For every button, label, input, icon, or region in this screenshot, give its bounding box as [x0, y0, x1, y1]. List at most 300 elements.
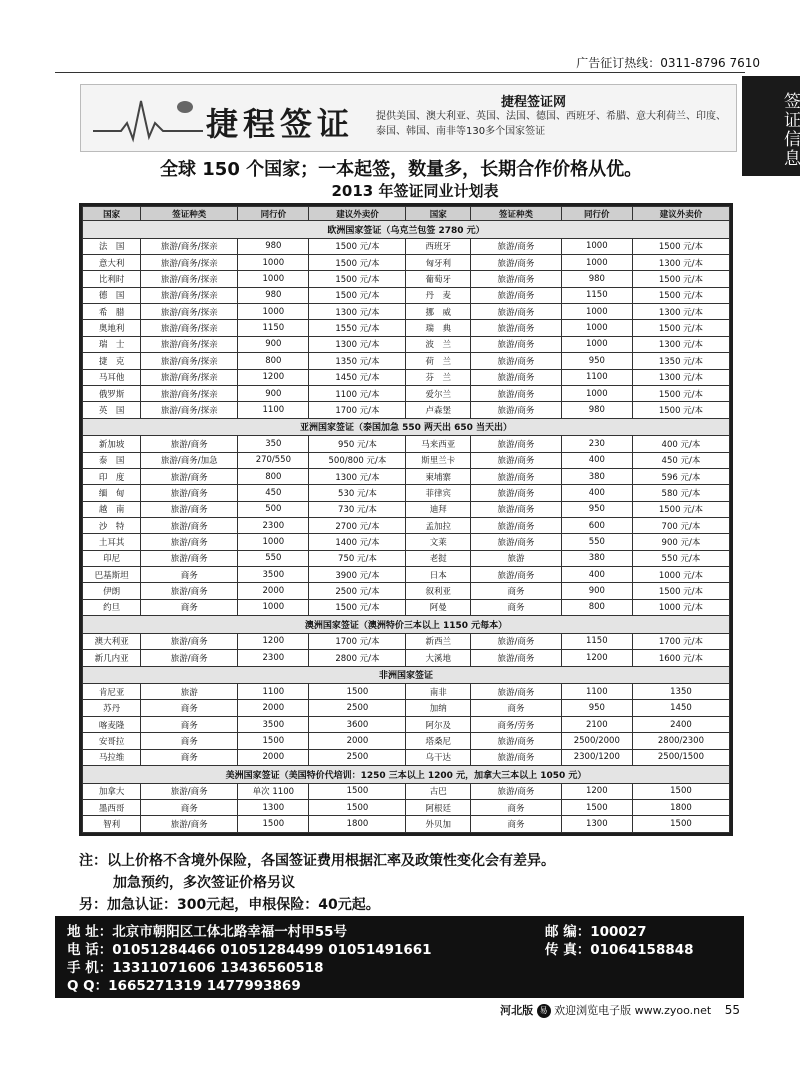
table-cell: 瑞 典 [406, 320, 471, 336]
table-cell: 葡萄牙 [406, 271, 471, 287]
table-cell: 950 [561, 700, 632, 716]
table-cell: 旅游/商务 [471, 369, 562, 385]
table-cell: 旅游/商务 [471, 336, 562, 352]
table-cell: 400 元/本 [632, 436, 729, 452]
table-cell: 1500 元/本 [632, 583, 729, 599]
contact-address: 地 址：北京市朝阳区工体北路幸福一村甲55号 [67, 924, 347, 940]
table-cell: 南非 [406, 684, 471, 700]
service-description: 提供美国、澳大利亚、英国、法国、德国、西班牙、希腊、意大利荷兰、印度、泰国、韩国、南非等130多个国家签证 [376, 111, 726, 137]
table-cell: 商务 [471, 700, 562, 716]
edition-label: 河北版 [500, 1004, 534, 1017]
table-row [83, 650, 730, 666]
table-cell: 800 [561, 599, 632, 615]
table-cell: 1000 元/本 [632, 567, 729, 583]
table-cell: 1500 [309, 783, 406, 799]
table-cell: 澳大利亚 [83, 633, 141, 649]
table-cell: 旅游/商务 [471, 485, 562, 501]
table-cell: 比利时 [83, 271, 141, 287]
table-cell: 1300 [238, 799, 309, 815]
table-cell: 900 [238, 336, 309, 352]
table-cell: 3500 [238, 567, 309, 583]
table-row [83, 254, 730, 270]
table-cell: 印尼 [83, 550, 141, 566]
table-cell: 1700 元/本 [309, 633, 406, 649]
table-cell: 马耳他 [83, 369, 141, 385]
table-cell: 商务 [141, 749, 238, 765]
table-cell: 旅游/商务 [471, 402, 562, 418]
table-cell: 阿根廷 [406, 799, 471, 815]
table-cell: 旅游/商务 [471, 633, 562, 649]
table-cell: 新加坡 [83, 436, 141, 452]
table-cell: 900 [238, 385, 309, 401]
table-cell: 大溪地 [406, 650, 471, 666]
table-row [83, 369, 730, 385]
table-cell: 伊朗 [83, 583, 141, 599]
table-cell: 596 元/本 [632, 468, 729, 484]
table-cell: 俄罗斯 [83, 385, 141, 401]
table-row [83, 684, 730, 700]
table-cell: 丹 麦 [406, 287, 471, 303]
table-cell: 2000 [238, 700, 309, 716]
table-row [83, 485, 730, 501]
column-header: 建议外卖价 [309, 207, 406, 221]
note-extra-fees: 另：加急认证：300元起，申根保险：40元起。 [79, 897, 380, 913]
section-header-row [83, 666, 730, 684]
table-cell: 400 [561, 485, 632, 501]
table-cell: 980 [561, 402, 632, 418]
table-cell: 2500/1500 [632, 749, 729, 765]
table-row [83, 633, 730, 649]
column-header: 国家 [83, 207, 141, 221]
table-cell: 旅游/商务 [471, 733, 562, 749]
table-cell: 1300 元/本 [309, 468, 406, 484]
table-cell: 旅游/商务 [471, 501, 562, 517]
table-row [83, 700, 730, 716]
table-cell: 老挝 [406, 550, 471, 566]
table-cell: 2000 [238, 583, 309, 599]
table-cell: 旅游/商务 [141, 816, 238, 833]
table-cell: 爱尔兰 [406, 385, 471, 401]
table-cell: 巴基斯坦 [83, 567, 141, 583]
table-cell: 旅游/商务 [471, 238, 562, 254]
table-cell: 加拿大 [83, 783, 141, 799]
table-row [83, 468, 730, 484]
table-cell: 旅游/商务/探亲 [141, 385, 238, 401]
table-cell: 荷 兰 [406, 353, 471, 369]
table-cell: 1300 元/本 [309, 304, 406, 320]
table-row [83, 716, 730, 732]
table-cell: 旅游/商务/探亲 [141, 369, 238, 385]
table-cell: 奥地利 [83, 320, 141, 336]
column-header: 同行价 [561, 207, 632, 221]
table-cell: 旅游/商务 [471, 385, 562, 401]
table-cell: 旅游/商务 [471, 320, 562, 336]
table-cell: 1000 [561, 320, 632, 336]
table-cell: 旅游/商务 [141, 485, 238, 501]
section-header-row [83, 418, 730, 436]
table-cell: 土耳其 [83, 534, 141, 550]
table-cell: 商务 [141, 733, 238, 749]
table-cell: 意大利 [83, 254, 141, 270]
table-cell: 旅游/商务 [141, 518, 238, 534]
contact-qq: Q Q：1665271319 1477993869 [67, 978, 301, 994]
table-cell: 1700 元/本 [632, 633, 729, 649]
table-cell: 900 元/本 [632, 534, 729, 550]
table-cell: 旅游/商务 [471, 468, 562, 484]
table-cell: 1350 元/本 [632, 353, 729, 369]
ad-hotline: 广告征订热线：0311-8796 7610 [576, 56, 760, 70]
table-cell: 旅游/商务/探亲 [141, 320, 238, 336]
page-number: 55 [724, 1003, 740, 1017]
table-cell: 2800/2300 [632, 733, 729, 749]
table-cell: 1500 [632, 783, 729, 799]
table-cell: 旅游/商务 [471, 650, 562, 666]
table-cell: 商务 [141, 599, 238, 615]
section-title: 澳洲国家签证（澳洲特价三本以上 1150 元每本） [83, 616, 730, 634]
table-cell: 400 [561, 452, 632, 468]
table-cell: 加纳 [406, 700, 471, 716]
table-row [83, 336, 730, 352]
table-cell: 1500 元/本 [632, 385, 729, 401]
contact-postcode: 邮 编：100027 [545, 924, 647, 940]
table-cell: 1500 元/本 [309, 271, 406, 287]
table-cell: 1450 元/本 [309, 369, 406, 385]
table-cell: 1100 元/本 [309, 385, 406, 401]
table-cell: 新西兰 [406, 633, 471, 649]
table-cell: 旅游/商务 [471, 304, 562, 320]
table-cell: 旅游/商务/探亲 [141, 402, 238, 418]
note-price-disclaimer: 注：以上价格不含境外保险，各国签证费用根据汇率及政策性变化会有差异。 [79, 853, 555, 869]
column-header: 建议外卖价 [632, 207, 729, 221]
table-row [83, 567, 730, 583]
table-cell: 越 南 [83, 501, 141, 517]
table-cell: 730 元/本 [309, 501, 406, 517]
table-cell: 1500 [561, 799, 632, 815]
table-cell: 3500 [238, 716, 309, 732]
table-row [83, 550, 730, 566]
table-cell: 新几内亚 [83, 650, 141, 666]
table-cell: 英 国 [83, 402, 141, 418]
table-cell: 旅游/商务 [141, 550, 238, 566]
contact-info [55, 916, 744, 998]
table-cell: 墨西哥 [83, 799, 141, 815]
table-cell: 380 [561, 468, 632, 484]
table-cell: 旅游/商务 [141, 436, 238, 452]
table-cell: 450 [238, 485, 309, 501]
table-cell: 1200 [238, 369, 309, 385]
table-cell: 1350 [632, 684, 729, 700]
slogan: 全球 150 个国家；一本起签，数量多，长期合作价格从优。 [160, 159, 643, 180]
table-row [83, 783, 730, 799]
table-cell: 1500 元/本 [309, 287, 406, 303]
table-cell: 500 [238, 501, 309, 517]
table-row [83, 436, 730, 452]
table-cell: 1500 元/本 [632, 271, 729, 287]
table-cell: 缅 甸 [83, 485, 141, 501]
table-cell: 迪拜 [406, 501, 471, 517]
table-cell: 1100 [561, 369, 632, 385]
table-cell: 800 [238, 468, 309, 484]
table-cell: 商务 [471, 816, 562, 833]
section-title: 亚洲国家签证（泰国加急 550 两天出 650 当天出） [83, 418, 730, 436]
table-cell: 1000 [561, 304, 632, 320]
table-cell: 1450 [632, 700, 729, 716]
table-cell: 2500 [309, 749, 406, 765]
table-header-row [83, 207, 730, 221]
table-row [83, 534, 730, 550]
table-cell: 1500 [309, 684, 406, 700]
table-cell: 西班牙 [406, 238, 471, 254]
table-row [83, 816, 730, 833]
table-cell: 匈牙利 [406, 254, 471, 270]
column-header: 国家 [406, 207, 471, 221]
table-cell: 1000 元/本 [632, 599, 729, 615]
table-cell: 2300 [238, 650, 309, 666]
section-header-row [83, 221, 730, 239]
table-cell: 1800 [632, 799, 729, 815]
table-cell: 商务 [471, 799, 562, 815]
table-cell: 芬 兰 [406, 369, 471, 385]
table-cell: 波 兰 [406, 336, 471, 352]
table-cell: 2300 [238, 518, 309, 534]
table-cell: 旅游/商务 [141, 468, 238, 484]
table-cell: 1200 [561, 650, 632, 666]
table-cell: 瑞 士 [83, 336, 141, 352]
table-cell: 2400 [632, 716, 729, 732]
table-cell: 1500 元/本 [632, 287, 729, 303]
table-cell: 800 [238, 353, 309, 369]
table-cell: 1500 元/本 [632, 238, 729, 254]
table-row [83, 353, 730, 369]
table-cell: 1100 [238, 402, 309, 418]
table-cell: 1500 元/本 [309, 238, 406, 254]
contact-phone: 电 话：01051284466 01051284499 01051491661 [67, 942, 432, 958]
table-cell: 1500 [309, 799, 406, 815]
table-cell: 2300/1200 [561, 749, 632, 765]
table-cell: 1500 元/本 [309, 599, 406, 615]
table-row [83, 518, 730, 534]
table-cell: 旅游/商务/探亲 [141, 304, 238, 320]
table-cell: 阿曼 [406, 599, 471, 615]
table-cell: 1150 [561, 633, 632, 649]
column-header: 签证种类 [471, 207, 562, 221]
table-row [83, 238, 730, 254]
table-row [83, 501, 730, 517]
column-header: 签证种类 [141, 207, 238, 221]
table-cell: 2500/2000 [561, 733, 632, 749]
table-cell: 旅游/商务/加急 [141, 452, 238, 468]
notes [79, 850, 759, 916]
table-cell: 2500 [309, 700, 406, 716]
table-cell: 马来西亚 [406, 436, 471, 452]
table-cell: 商务 [471, 599, 562, 615]
table-cell: 350 [238, 436, 309, 452]
table-cell: 1300 元/本 [632, 254, 729, 270]
table-cell: 旅游/商务 [141, 650, 238, 666]
logo-name: 捷程签证 [206, 105, 355, 143]
table-cell: 900 [561, 583, 632, 599]
table-cell: 旅游/商务 [471, 353, 562, 369]
table-cell: 柬埔寨 [406, 468, 471, 484]
table-cell: 530 元/本 [309, 485, 406, 501]
table-cell: 旅游/商务/探亲 [141, 287, 238, 303]
table-cell: 希 腊 [83, 304, 141, 320]
table-cell: 2000 [309, 733, 406, 749]
table-cell: 安哥拉 [83, 733, 141, 749]
table-cell: 旅游/商务 [471, 534, 562, 550]
table-cell: 苏丹 [83, 700, 141, 716]
table-cell: 950 [561, 353, 632, 369]
table-cell: 380 [561, 550, 632, 566]
table-cell: 980 [238, 287, 309, 303]
table-cell: 1100 [561, 684, 632, 700]
table-cell: 菲律宾 [406, 485, 471, 501]
brand-logo-icon: 易 [537, 1004, 551, 1018]
table-cell: 580 元/本 [632, 485, 729, 501]
table-cell: 2700 元/本 [309, 518, 406, 534]
table-cell: 1000 [238, 271, 309, 287]
table-cell: 2500 元/本 [309, 583, 406, 599]
table-cell: 230 [561, 436, 632, 452]
table-cell: 1350 元/本 [309, 353, 406, 369]
table-cell: 旅游/商务 [471, 254, 562, 270]
table-cell: 400 [561, 567, 632, 583]
table-row [83, 733, 730, 749]
table-cell: 商务 [141, 567, 238, 583]
table-row [83, 402, 730, 418]
table-cell: 旅游/商务 [141, 583, 238, 599]
table-cell: 法 国 [83, 238, 141, 254]
table-cell: 1000 [561, 336, 632, 352]
table-cell: 旅游/商务 [471, 749, 562, 765]
table-cell: 1000 [238, 599, 309, 615]
table-cell: 旅游/商务 [141, 534, 238, 550]
table-cell: 旅游/商务/探亲 [141, 353, 238, 369]
visa-price-table-frame [79, 203, 733, 836]
table-cell: 550 [238, 550, 309, 566]
table-cell: 捷 克 [83, 353, 141, 369]
contact-fax: 传 真：01064158848 [545, 942, 694, 958]
table-cell: 乌干达 [406, 749, 471, 765]
table-cell: 1500 元/本 [309, 254, 406, 270]
table-cell: 旅游 [471, 550, 562, 566]
table-row [83, 271, 730, 287]
table-cell: 1300 元/本 [632, 336, 729, 352]
table-cell: 日本 [406, 567, 471, 583]
table-cell: 1500 元/本 [632, 320, 729, 336]
table-cell: 旅游/商务/探亲 [141, 254, 238, 270]
table-cell: 1150 [561, 287, 632, 303]
table-title: 2013 年签证同业计划表 [331, 182, 499, 200]
header-divider [55, 72, 745, 73]
footer-site-text[interactable]: 欢迎浏览电子版 www.zyoo.net [554, 1004, 712, 1017]
table-cell: 500/800 元/本 [309, 452, 406, 468]
table-cell: 旅游 [141, 684, 238, 700]
table-cell: 1200 [238, 633, 309, 649]
table-cell: 挪 威 [406, 304, 471, 320]
table-cell: 1300 元/本 [632, 369, 729, 385]
table-cell: 文莱 [406, 534, 471, 550]
section-tab-visa-info: 签证信息 [742, 76, 800, 176]
table-cell: 1500 元/本 [632, 501, 729, 517]
table-cell: 旅游/商务 [141, 633, 238, 649]
table-cell: 商务 [471, 583, 562, 599]
table-cell: 喀麦隆 [83, 716, 141, 732]
section-title: 美洲国家签证（美国特价代培训：1250 三本以上 1200 元，加拿大三本以上 1050 元） [83, 765, 730, 783]
table-cell: 塔桑尼 [406, 733, 471, 749]
table-cell: 1300 [561, 816, 632, 833]
table-cell: 1500 元/本 [632, 402, 729, 418]
table-cell: 1400 元/本 [309, 534, 406, 550]
table-cell: 德 国 [83, 287, 141, 303]
table-cell: 700 元/本 [632, 518, 729, 534]
table-cell: 1500 [238, 733, 309, 749]
table-cell: 1150 [238, 320, 309, 336]
table-cell: 旅游/商务 [471, 287, 562, 303]
table-cell: 550 [561, 534, 632, 550]
table-cell: 3600 [309, 716, 406, 732]
section-title: 欧洲国家签证（乌克兰包签 2780 元） [83, 221, 730, 239]
table-cell: 旅游/商务 [471, 567, 562, 583]
table-row [83, 599, 730, 615]
table-cell: 印 度 [83, 468, 141, 484]
table-row [83, 583, 730, 599]
table-cell: 3900 元/本 [309, 567, 406, 583]
table-cell: 2800 元/本 [309, 650, 406, 666]
table-cell: 外贝加 [406, 816, 471, 833]
visa-price-table [82, 206, 730, 833]
table-cell: 1100 [238, 684, 309, 700]
table-cell: 1200 [561, 783, 632, 799]
pulse-line-icon [93, 93, 203, 143]
table-cell: 马拉维 [83, 749, 141, 765]
table-cell: 旅游/商务 [471, 452, 562, 468]
table-cell: 古巴 [406, 783, 471, 799]
table-cell: 950 [561, 501, 632, 517]
table-cell: 单次 1100 [238, 783, 309, 799]
table-cell: 旅游/商务 [471, 271, 562, 287]
table-row [83, 320, 730, 336]
table-cell: 卢森堡 [406, 402, 471, 418]
table-cell: 1550 元/本 [309, 320, 406, 336]
table-cell: 旅游/商务/探亲 [141, 271, 238, 287]
page-footer [470, 1002, 740, 1018]
table-cell: 旅游/商务 [471, 783, 562, 799]
table-cell: 1300 元/本 [309, 336, 406, 352]
table-cell: 1000 [561, 238, 632, 254]
table-cell: 孟加拉 [406, 518, 471, 534]
table-row [83, 385, 730, 401]
table-cell: 叙利亚 [406, 583, 471, 599]
table-cell: 950 元/本 [309, 436, 406, 452]
table-cell: 600 [561, 518, 632, 534]
table-cell: 1600 元/本 [632, 650, 729, 666]
table-cell: 泰 国 [83, 452, 141, 468]
table-row [83, 287, 730, 303]
table-cell: 旅游/商务 [471, 684, 562, 700]
table-cell: 1300 元/本 [632, 304, 729, 320]
table-cell: 肯尼亚 [83, 684, 141, 700]
table-cell: 旅游/商务 [141, 501, 238, 517]
table-cell: 1500 [238, 816, 309, 833]
company-banner [80, 84, 737, 152]
contact-mobile: 手 机：13311071606 13436560518 [67, 960, 324, 976]
table-cell: 1000 [238, 254, 309, 270]
table-cell: 1000 [238, 304, 309, 320]
table-cell: 550 元/本 [632, 550, 729, 566]
table-cell: 旅游/商务 [471, 436, 562, 452]
table-cell: 980 [561, 271, 632, 287]
